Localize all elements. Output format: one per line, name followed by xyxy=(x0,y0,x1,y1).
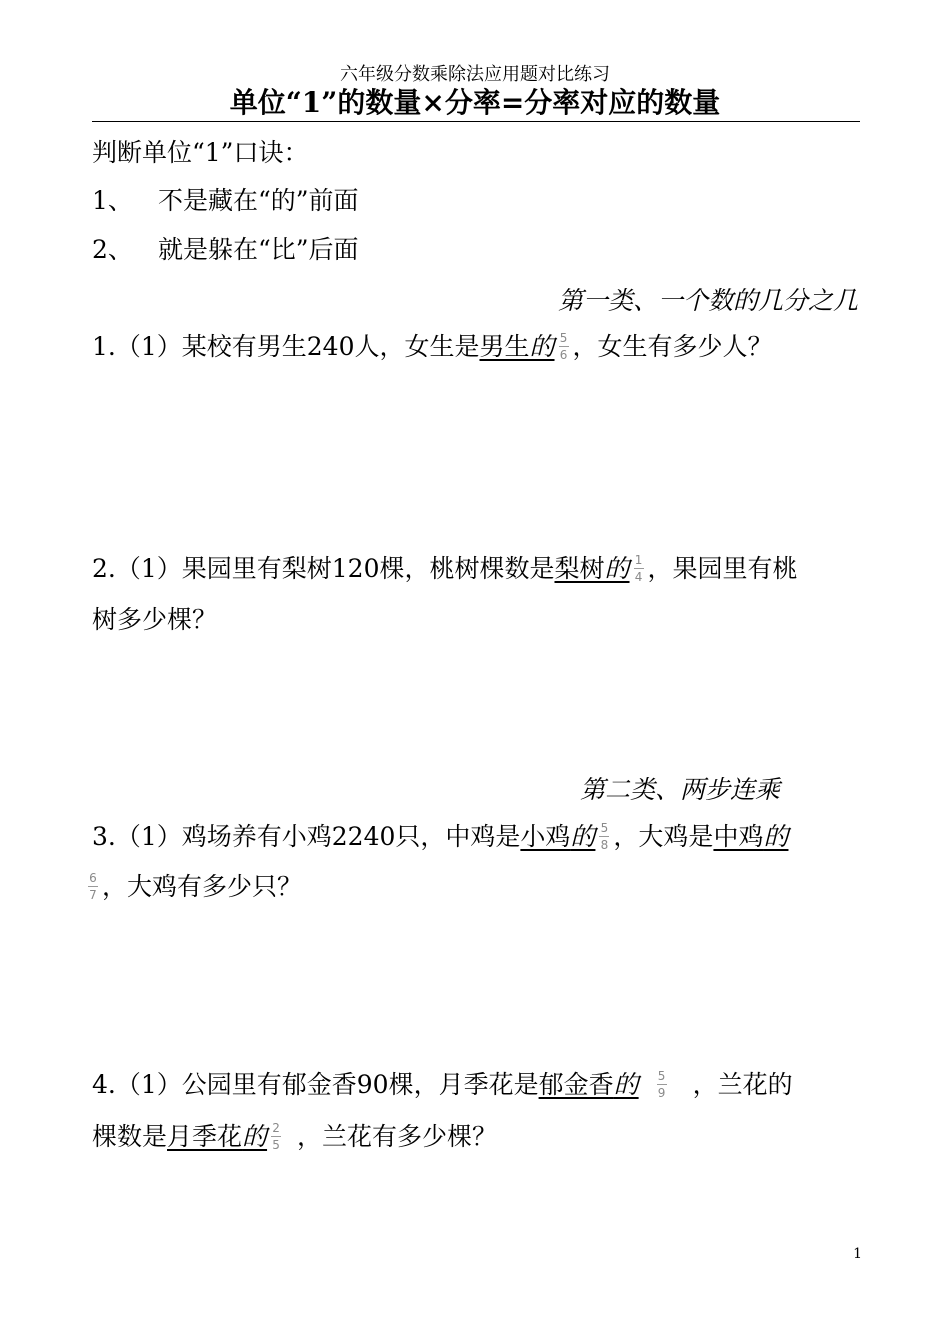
tip-number: 1、 xyxy=(92,186,133,215)
question-4-continued xyxy=(92,1120,497,1154)
question-text: ，大鸡有多少只？ xyxy=(102,872,303,901)
worksheet-subtitle: 六年级分数乘除法应用题对比练习 xyxy=(340,64,610,85)
fraction xyxy=(271,1121,281,1152)
fraction-numerator: 5 xyxy=(657,1069,666,1083)
worksheet-title: 单位“1”的数量×分率=分率对应的数量 xyxy=(229,86,721,119)
question-text: 2.（1）果园里有梨树120棵，桃树棵数是 xyxy=(92,554,555,583)
underlined-term: 小鸡 xyxy=(520,822,571,851)
de-particle: 的 xyxy=(570,822,596,851)
question-text: ，女生有多少人？ xyxy=(572,332,773,361)
question-2-continued: 树多少棵？ xyxy=(92,605,218,634)
underlined-term: 梨树 xyxy=(554,554,605,583)
question-text: 3.（1）鸡场养有小鸡2240只，中鸡是 xyxy=(92,822,521,851)
question-text: 4.（1）公园里有郁金香90棵，月季花是 xyxy=(92,1070,539,1099)
fraction xyxy=(88,871,98,902)
fraction-denominator: 7 xyxy=(89,888,97,902)
question-text: 棵数是 xyxy=(92,1122,168,1151)
fraction xyxy=(657,1069,667,1100)
fraction-denominator: 5 xyxy=(272,1138,280,1152)
fraction-numerator: 2 xyxy=(272,1121,280,1135)
underlined-term: 月季花 xyxy=(167,1122,243,1151)
tip-number: 2、 xyxy=(92,235,133,264)
de-particle: 的 xyxy=(604,554,630,583)
reference-quantity xyxy=(479,332,572,361)
fraction-bar xyxy=(88,886,98,887)
reference-quantity xyxy=(520,822,613,851)
fraction xyxy=(599,821,609,852)
reference-quantity xyxy=(539,1070,639,1099)
fraction-denominator: 4 xyxy=(634,570,643,584)
category-heading-2: 第二类、两步连乘 xyxy=(580,775,781,804)
fraction xyxy=(559,331,569,362)
fraction-bar xyxy=(271,1136,281,1137)
question-3 xyxy=(92,820,788,854)
question-2 xyxy=(92,552,798,586)
tip-item-2 xyxy=(92,233,359,267)
fraction-denominator: 9 xyxy=(657,1086,666,1100)
tip-item-1 xyxy=(92,184,359,218)
reference-quantity xyxy=(554,554,629,583)
de-particle: 的 xyxy=(529,332,555,361)
question-text: ，大鸡是 xyxy=(613,822,714,851)
fraction-numerator: 6 xyxy=(89,871,97,885)
title-divider xyxy=(92,121,860,122)
fraction-denominator: 6 xyxy=(559,348,568,362)
underlined-term: 郁金香 xyxy=(538,1070,614,1099)
fraction-denominator: 8 xyxy=(600,838,609,852)
fraction-bar xyxy=(559,346,569,347)
question-text: ，果园里有桃 xyxy=(647,554,798,583)
question-3-continued xyxy=(88,870,302,904)
fraction-bar xyxy=(599,836,609,837)
fraction-numerator: 5 xyxy=(559,331,568,345)
fraction-numerator: 5 xyxy=(600,821,609,835)
fraction-numerator: 1 xyxy=(634,553,643,567)
fraction xyxy=(634,553,644,584)
question-text: 1.（1）某校有男生240人，女生是 xyxy=(92,332,480,361)
question-text: ，兰花的 xyxy=(692,1070,793,1099)
question-4 xyxy=(92,1068,793,1102)
fraction-bar xyxy=(634,568,644,569)
page-number: 1 xyxy=(853,1246,862,1262)
de-particle: 的 xyxy=(613,1070,639,1099)
underlined-term: 中鸡 xyxy=(713,822,764,851)
tip-text: 不是藏在“的”前面 xyxy=(158,186,359,215)
reference-quantity xyxy=(713,822,788,851)
tip-text: 就是躲在“比”后面 xyxy=(158,235,359,264)
de-particle: 的 xyxy=(242,1122,268,1151)
reference-quantity xyxy=(167,1122,285,1151)
de-particle: 的 xyxy=(763,822,789,851)
underlined-term: 男生 xyxy=(479,332,530,361)
tips-heading: 判断单位“1”口诀： xyxy=(92,138,309,167)
category-heading-1: 第一类、一个数的几分之几 xyxy=(557,286,858,315)
question-1 xyxy=(92,330,773,364)
fraction-bar xyxy=(657,1084,667,1085)
question-text: ，兰花有多少棵？ xyxy=(297,1122,498,1151)
